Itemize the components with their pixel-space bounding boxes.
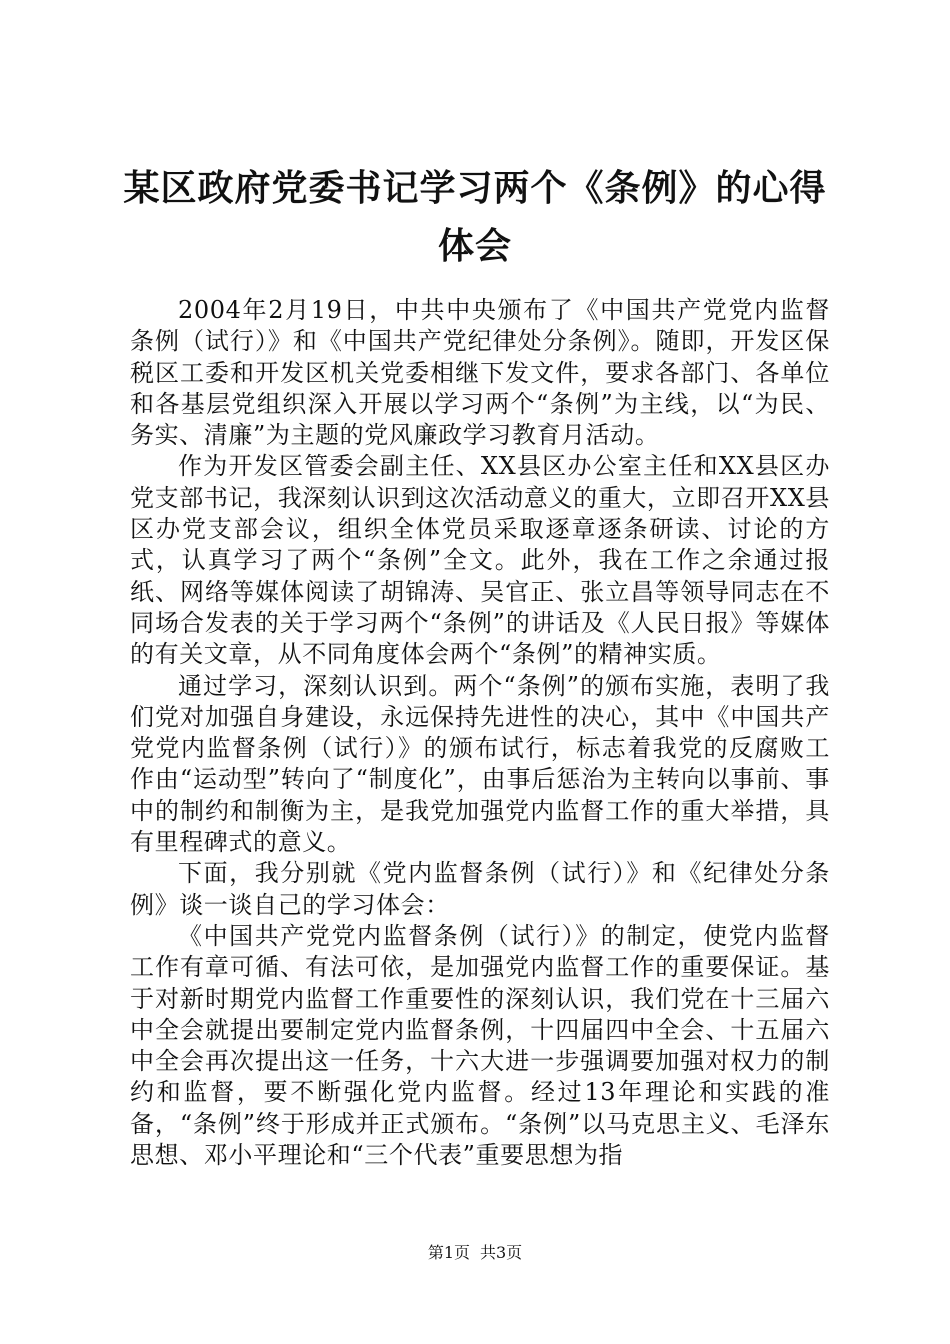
page-footer [0,1242,950,1264]
document-body [130,295,830,1171]
paragraph: 作为开发区管委会副主任、XX县区办公室主任和XX县区办党支部书记，我深刻认识到这次活动意义的重大，立即召开XX县区办党支部会议，组织全体党员采取逐章逐条研读、讨论的方式，认真学习了两个“条例”全文。此外，我在工作之余通过报纸、网络等媒体阅读了胡锦涛、吴官正、张立昌等领导同志在不同场合发表的关于学习两个“条例”的讲话及《人民日报》等媒体的有关文章，从不同角度体会两个“条例”的精神实质。 [130,452,830,669]
paragraph: 下面，我分别就《党内监督条例（试行）》和《纪律处分条例》谈一谈自己的学习体会： [130,859,830,919]
paragraph: 2004年2月19日，中共中央颁布了《中国共产党党内监督条例（试行）》和《中国共产党纪律处分条例》。随即，开发区保税区工委和开发区机关党委相继下发文件，要求各部门、各单位和各基层党组织深入开展以学习两个“条例”为主线，以“为民、务实、清廉”为主题的党风廉政学习教育月活动。 [130,296,830,450]
page-number: 第1页 [427,1243,470,1262]
paragraph: 《中国共产党党内监督条例（试行）》的制定，使党内监督工作有章可循、有法可依，是加强党内监督工作的重要保证。基于对新时期党内监督工作重要性的深刻认识，我们党在十三届六中全会就提出要制定党内监督条例，十四届四中全会、十五届六中全会再次提出这一任务，十六大进一步强调要加强对权力的制约和监督，要不断强化党内监督。经过13年理论和实践的准备，“条例”终于形成并正式颁布。“条例”以马克思主义、毛泽东思想、邓小平理论和“三个代表”重要思想为指 [130,921,830,1170]
page-total: 共3页 [480,1243,523,1262]
document-title: 某区政府党委书记学习两个《条例》的心得体会 [123,168,827,267]
paragraph: 通过学习，深刻认识到。两个“条例”的颁布实施，表明了我们党对加强自身建设，永远保持先进性的决心，其中《中国共产党党内监督条例（试行）》的颁布试行，标志着我党的反腐败工作由“运动型”转向了“制度化”，由事后惩治为主转向以事前、事中的制约和制衡为主，是我党加强党内监督工作的重大举措，具有里程碑式的意义。 [130,671,830,857]
